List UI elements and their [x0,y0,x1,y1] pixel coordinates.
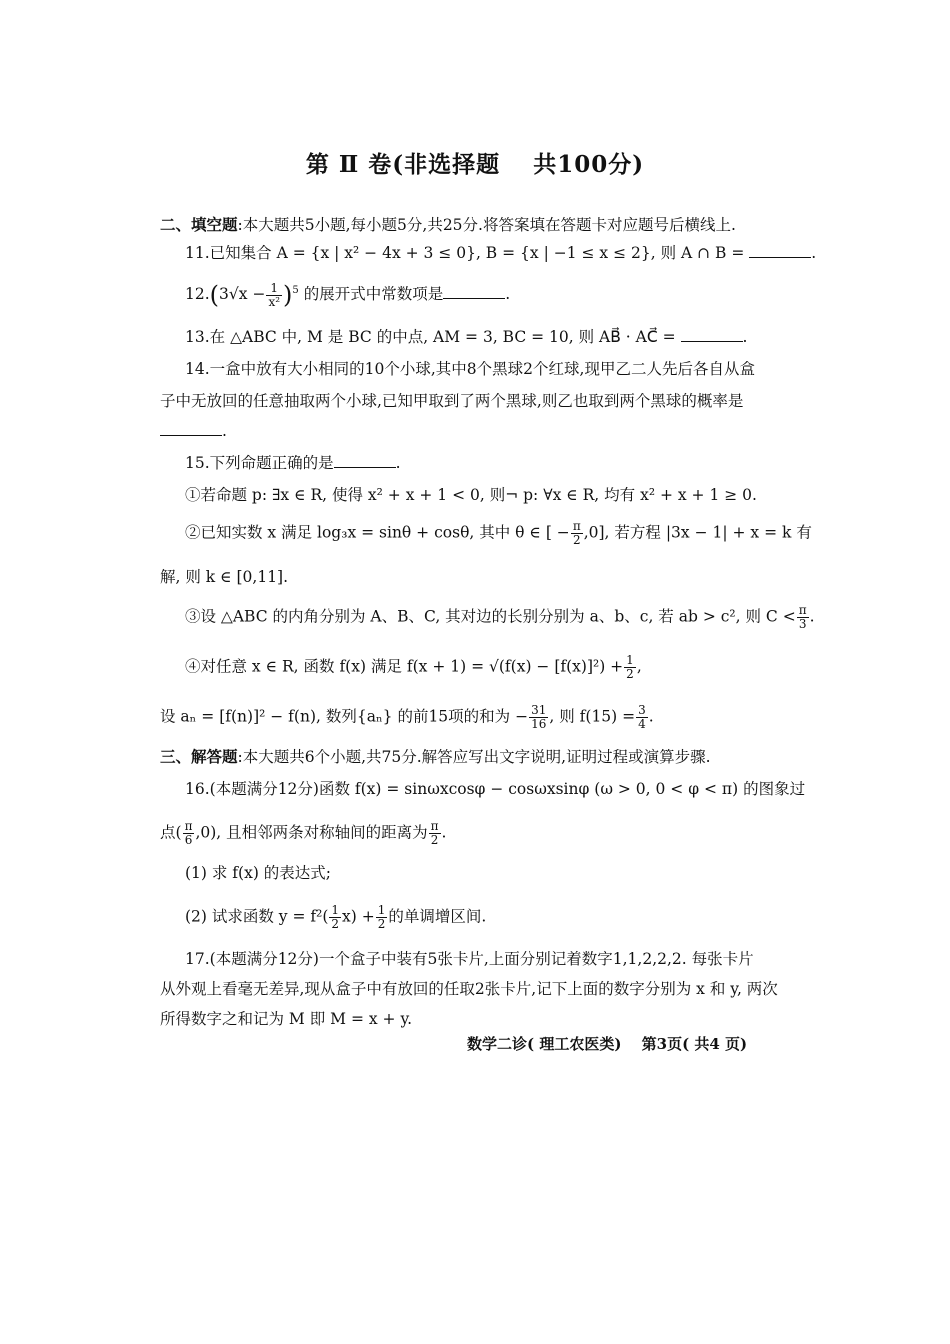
section3-header [160,746,711,768]
answer-blank [334,453,396,468]
q15-proposition-4-cont: 设 aₙ = [f(n)]² − f(n), 数列{aₙ} 的前15项的和为 − $\frac{31}{16}$ , 则 f(15) = $\frac{3}{4}$ . [160,703,654,731]
q12-exponent: 5 [292,285,299,296]
question-17-line3: 所得数字之和记为 M 即 M = x + y. [160,1010,413,1028]
q15-p4-fraction3: $\frac{3}{4}$ [638,703,646,731]
q15-proposition-1: ①若命题 p: ∃x ∈ R, 使得 x² + x + 1 < 0, 则¬ p: ∀x ∈ R, 均有 x² + x + 1 ≥ 0. [185,486,757,504]
q12-text: 的展开式中常数项是 [303,285,444,304]
q16-point-open: 点( [160,823,182,842]
q13-text: 13.在 △ABC 中, M 是 BC 的中点, AM = 3, BC = 10, 则 AB⃗ · AC⃗ = [185,328,676,346]
q15-p4-part-b: 设 aₙ = [f(n)]² − f(n), 数列{aₙ} 的前15项的和为 − [160,707,529,726]
q15-proposition-3: ③设 △ABC 的内角分别为 A、B、C, 其对边的长别分别为 a、b、c, 若 ab > c², 则 C < $\frac{\pi}{3}$ . [185,603,815,631]
q16-distance-fraction: $\frac{\pi}{2}$ [430,819,439,847]
q16-line2-text: ,0), 且相邻两条对称轴间的距离为 [195,823,428,842]
q15-proposition-2-cont: 解, 则 k ∈ [0,11]. [160,568,289,586]
answer-blank [443,284,505,299]
q15-p3-text: ③设 △ABC 的内角分别为 A、B、C, 其对边的长别分别为 a、b、c, 若 ab > c², 则 C < [185,607,796,626]
q16-sub2-fraction: $\frac{1}{2}$ [331,903,340,931]
q16-point-fraction: $\frac{\pi}{6}$ [184,819,193,847]
q15-p4-fraction2: $\frac{31}{16}$ [531,703,547,731]
q16-sub2-fraction2: $\frac{1}{2}$ [377,903,386,931]
question-12: 12.(3√x − $\frac{1}{\text{x²}}$ )$^5$ 的展开式中常数项是 . [185,280,511,310]
question-14-blank: . [160,420,227,442]
q12-base: 3√x − [219,285,266,304]
q15-p4-text: ④对任意 x ∈ R, 函数 f(x) 满足 f(x + 1) = √(f(x) − [f(x)]²) + [185,657,624,676]
section3-instructions: :本大题共6个小题,共75分.解答应写出文字说明,证明过程或演算步骤. [237,748,711,766]
answer-blank [749,243,811,258]
q12-fraction: $\frac{1}{\text{x²}}$ [268,280,281,309]
q16-sub2-part-b: x) + [342,907,375,926]
q15-proposition-4: ④对任意 x ∈ R, 函数 f(x) 满足 f(x + 1) = √(f(x) − [f(x)]²) + $\frac{1}{2}$ , [185,653,642,681]
q16-subquestion-1: (1) 求 f(x) 的表达式; [185,864,332,882]
question-13: 13.在 △ABC 中, M 是 BC 的中点, AM = 3, BC = 10, 则 AB⃗ · AC⃗ = . [185,328,748,346]
q15-p4-fraction: $\frac{1}{2}$ [626,653,634,681]
question-17-line2: 从外观上看毫无差异,现从盒子中有放回的任取2张卡片,记下上面的数字分别为 x 和 y, 两次 [160,980,778,998]
question-17-line1: 17.(本题满分12分)一个盒子中装有5张卡片,上面分别记着数字1,1,2,2,2. 每张卡片 [185,950,754,968]
q15-p2-fraction: $\frac{\pi}{2}$ [572,519,581,547]
section2-header [160,214,736,236]
answer-blank [160,421,222,436]
section2-heading: 二、填空题 [160,215,238,234]
q15-text: 15.下列命题正确的是 [185,454,334,472]
q12-number: 12. [185,285,210,304]
question-15: 15.下列命题正确的是 . [185,454,401,472]
q11-text: 11.已知集合 A = {x | x² − 4x + 3 ≤ 0}, B = {x | −1 ≤ x ≤ 2}, 则 A ∩ B = [185,244,745,262]
question-16-line2: 点( $\frac{\pi}{6}$ ,0), 且相邻两条对称轴间的距离为 $\frac{\pi}{2}$ . [160,819,447,847]
question-14-line2: 子中无放回的任意抽取两个小球,已知甲取到了两个黑球,则乙也取到两个黑球的概率是 [160,392,744,410]
page-title: 第 Ⅱ 卷(非选择题 共100分) [305,151,645,178]
question-14-line1: 14.一盒中放有大小相同的10个小球,其中8个黑球2个红球,现甲乙二人先后各自从盒 [185,360,755,378]
q16-subquestion-2 [185,904,486,931]
q15-p2-part-a: ②已知实数 x 满足 log₃x = sinθ + cosθ, 其中 θ ∈ [ − [185,523,570,542]
question-11: 11.已知集合 A = {x | x² − 4x + 3 ≤ 0}, B = {x | −1 ≤ x ≤ 2}, 则 A ∩ B = . [185,244,817,262]
answer-blank [681,327,743,342]
section3-heading: 三、解答题 [160,747,238,766]
q16-sub2-part-a: (2) 试求函数 y = f²( [185,907,329,926]
section2-instructions: :本大题共5小题,每小题5分,共25分.将答案填在答题卡对应题号后横线上. [237,216,736,234]
q16-sub2-part-c: 的单调增区间. [388,907,487,926]
question-16-line1: 16.(本题满分12分)函数 f(x) = sinωxcosφ − cosωxsinφ (ω > 0, 0 < φ < π) 的图象过 [185,780,806,798]
q15-p3-fraction: $\frac{\pi}{3}$ [798,603,807,631]
page-footer: 数学二诊( 理工农医类) 第3页( 共4 页) [467,1035,748,1053]
q15-proposition-2 [185,520,812,547]
q15-p4-part-c: , 则 f(15) = [549,707,636,726]
q15-p2-part-b: ,0], 若方程 |3x − 1| + x = k 有 [583,523,812,542]
